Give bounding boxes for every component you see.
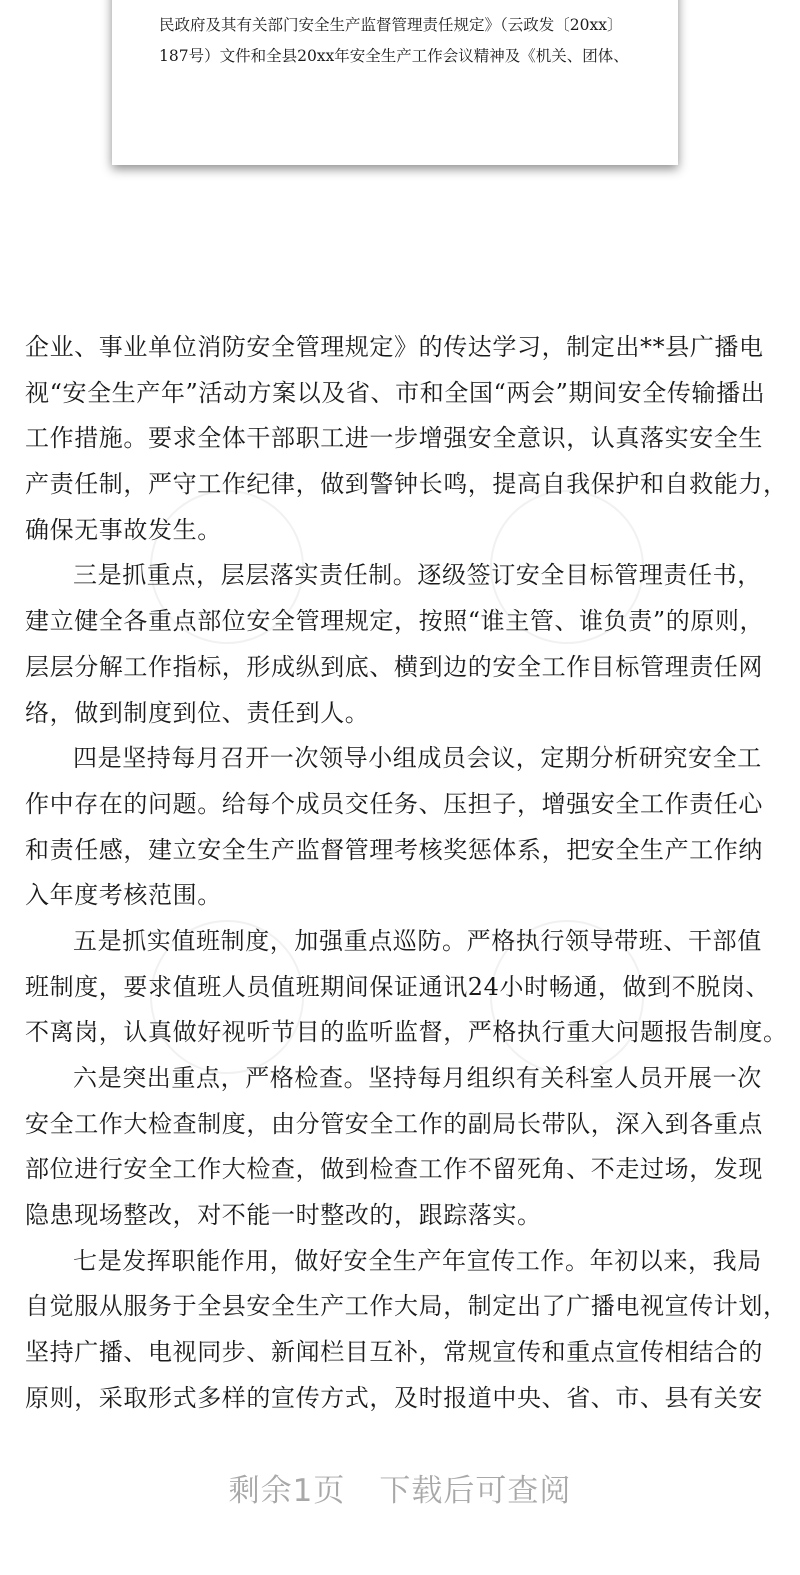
paragraph-line: 隐患现场整改，对不能一时整改的，跟踪落实。 bbox=[25, 1201, 542, 1230]
paragraph-line: 产责任制，严守工作纪律，做到警钟长鸣，提高自我保护和自救能力， bbox=[25, 470, 788, 499]
document-preview-card bbox=[112, 0, 678, 165]
paragraph-line: 四是坚持每月召开一次领导小组成员会议，定期分析研究安全工 bbox=[73, 744, 762, 773]
paragraph-line: 视“安全生产年”活动方案以及省、市和全国“两会”期间安全传输播出 bbox=[25, 378, 766, 407]
paragraph-line: 入年度考核范围。 bbox=[25, 881, 222, 910]
paragraph-line: 七是发挥职能作用，做好安全生产年宣传工作。年初以来，我局 bbox=[73, 1246, 762, 1275]
paragraph-line: 三是抓重点，层层落实责任制。逐级签订安全目标管理责任书， bbox=[73, 561, 762, 590]
document-body bbox=[25, 325, 788, 1422]
paragraph-line: 五是抓实值班制度，加强重点巡防。严格执行领导带班、干部值 bbox=[73, 926, 762, 955]
paragraph-line: 自觉服从服务于全县安全生产工作大局，制定出了广播电视宣传计划， bbox=[25, 1292, 788, 1321]
paragraph-line: 班制度，要求值班人员值班期间保证通讯24小时畅通，做到不脱岗、 bbox=[25, 972, 771, 1001]
paragraph-line: 工作措施。要求全体干部职工进一步增强安全意识，认真落实安全生 bbox=[25, 424, 763, 453]
paragraph-line: 层层分解工作指标，形成纵到底、横到边的安全工作目标管理责任网 bbox=[25, 652, 763, 681]
paragraph-line: 不离岗，认真做好视听节目的监听监督，严格执行重大问题报告制度。 bbox=[25, 1018, 788, 1047]
paragraph-line: 建立健全各重点部位安全管理规定，按照“谁主管、谁负责”的原则， bbox=[25, 607, 765, 636]
paragraph-line: 安全工作大检查制度，由分管安全工作的副局长带队，深入到各重点 bbox=[25, 1109, 763, 1138]
download-to-view-label[interactable]: 下载后可查阅 bbox=[379, 1473, 572, 1509]
paragraph-line: 原则，采取形式多样的宣传方式，及时报道中央、省、市、县有关安 bbox=[25, 1383, 763, 1412]
download-prompt[interactable] bbox=[0, 1465, 800, 1510]
paragraph-line: 六是突出重点，严格检查。坚持每月组织有关科室人员开展一次 bbox=[73, 1064, 762, 1092]
paragraph-line: 和责任感，建立安全生产监督管理考核奖惩体系，把安全生产工作纳 bbox=[25, 835, 763, 864]
preview-line: 187号）文件和全县20xx年安全生产工作会议精神及《机关、团体、 bbox=[159, 47, 629, 65]
paragraph-line: 作中存在的问题。给每个成员交任务、压担子，增强安全工作责任心 bbox=[25, 789, 763, 818]
paragraph-line: 部位进行安全工作大检查，做到检查工作不留死角、不走过场，发现 bbox=[25, 1155, 763, 1184]
paragraph-line: 络，做到制度到位、责任到人。 bbox=[25, 698, 370, 727]
remaining-pages-label: 剩余1页 bbox=[228, 1473, 346, 1509]
paragraph-line: 坚持广播、电视同步、新闻栏目互补，常规宣传和重点宣传相结合的 bbox=[25, 1338, 763, 1367]
paragraph-line: 企业、事业单位消防安全管理规定》的传达学习，制定出**县广播电 bbox=[25, 333, 764, 361]
preview-line: 民政府及其有关部门安全生产监督管理责任规定》（云政发〔20xx〕 bbox=[159, 16, 623, 34]
paragraph-line: 确保无事故发生。 bbox=[25, 515, 222, 544]
